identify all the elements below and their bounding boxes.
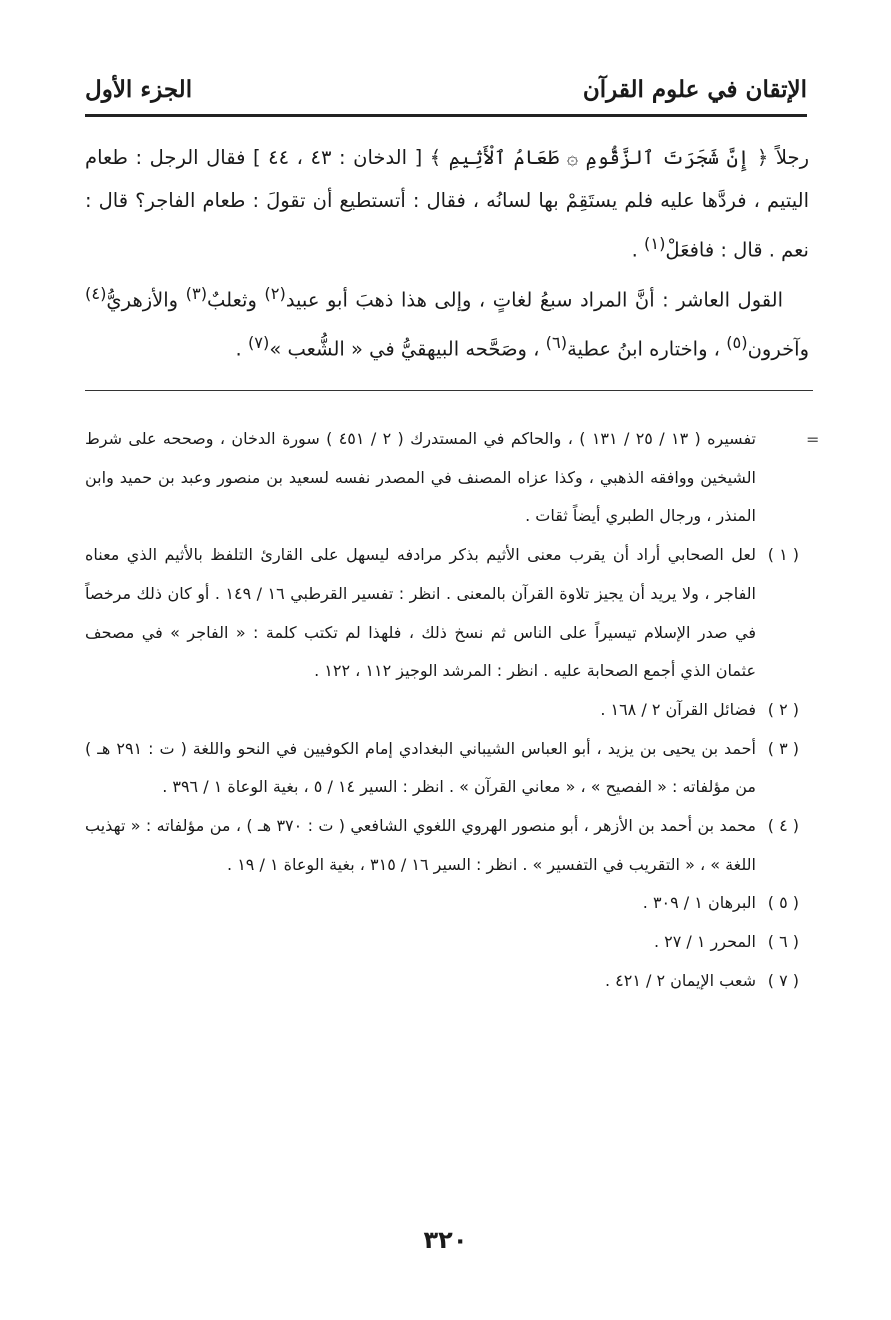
p2-part-b: وثعلبٌ — [207, 288, 265, 311]
footnote-ref-3[interactable]: (٣) — [185, 283, 208, 303]
footnote-3 — [85, 730, 799, 807]
footnote-number: ( ٥ ) — [767, 893, 799, 913]
paragraph-1 — [85, 136, 809, 272]
p2-part-e: ، واختاره ابنُ عطية — [567, 337, 727, 361]
footnote-number: ( ٦ ) — [767, 932, 799, 952]
footnote-text: المحرر ١ / ٢٧ . — [653, 932, 756, 952]
p2-part-c: والأزهريُّ — [106, 288, 186, 311]
footnote-6 — [85, 923, 799, 962]
p1-body: [ الدخان : ٤٣ ، ٤٤ ] فقال الرجل : طعام اليتيم ، فردَّها عليه فلم يستَقِمْ بها لسانُه ، فقال : أتستطيع أن تقولَ : طعام الفاجر؟ قال : نعم . قال : فافعَلْ — [85, 146, 809, 262]
footnote-1 — [85, 536, 799, 691]
p2-part-d: وآخرون — [747, 337, 809, 361]
footnote-number: ( ٢ ) — [767, 699, 799, 719]
footnote-number: ( ٧ ) — [767, 970, 799, 990]
quran-verse: إِنَّ شَجَرَتَ ٱلزَّقُّومِ ۞ طَعَامُ ٱلْأَثِيمِ — [441, 146, 757, 169]
footnote-ref-7[interactable]: (٧) — [247, 333, 270, 352]
ornate-bracket-open-icon: ﴿ — [756, 146, 769, 169]
paragraph-2 — [85, 272, 809, 371]
footnote-text: محمد بن أحمد بن الأزهر ، أبو منصور الهروي اللغوي الشافعي ( ت : ٣٧٠ هـ ) ، من مؤلفاته : « تهذيب اللغة » ، « التقريب في التفسير » . انظر : السير ١٦ / ٣١٥ ، بغية الوعاة ١ / ١٩ . — [85, 816, 757, 874]
footnote-2 — [85, 691, 799, 730]
p2-part-f: ، وصَحَّحه البيهقيُّ في « الشُّعب » — [269, 337, 546, 361]
p1-lead: رجلاً — [768, 146, 809, 169]
footnote-ref-5[interactable]: (٥) — [726, 333, 748, 352]
footnote-4 — [85, 807, 799, 884]
footnote-ref-1[interactable]: (١) — [644, 234, 666, 253]
footnote-separator — [85, 390, 813, 391]
footnote-text: لعل الصحابي أراد أن يقرب معنى الأثيم بذكر مرادفه ليسهل على القارئ التلفظ بالأثيم الذي معناه الفاجر ، ولا يريد أن يجيز تلاوة القرآن بالمعنى . انظر : تفسير القرطبي ١٦ / ١٤٩ . أو كان ذلك مرخصاً في صدر الإسلام تيسيراً على الناس ثم نسخ ذلك ، فلهذا لم تكتب كلمة : « الفاجر » في مصحف عثمان الذي أجمع الصحابة عليه . انظر : المرشد الوجيز ١١٢ ، ١٢٢ . — [85, 545, 756, 681]
footnote-5 — [85, 884, 799, 923]
page-number: ٣٢٠ — [423, 1226, 468, 1254]
footnote-ref-6[interactable]: (٦) — [545, 333, 568, 352]
p2-end: . — [235, 337, 248, 361]
footnote-number: ( ٤ ) — [767, 816, 800, 836]
footnote-text: فضائل القرآن ٢ / ١٦٨ . — [600, 699, 756, 719]
main-text — [85, 136, 809, 371]
footnote-number: ( ٣ ) — [767, 738, 799, 758]
ornate-bracket-close-icon: ﴾ — [429, 146, 442, 169]
book-title: الإتقان في علوم القرآن — [582, 76, 807, 103]
header-rule — [85, 114, 807, 117]
p2-part-a: القول العاشر : أنَّ المراد سبعُ لغاتٍ ، وإلى هذا ذهبَ أبو عبيد — [285, 288, 783, 311]
running-header — [85, 74, 807, 118]
footnote-text: البرهان ١ / ٣٠٩ . — [642, 893, 756, 913]
footnote-ref-4[interactable]: (٤) — [85, 283, 107, 303]
part-label: الجزء الأول — [85, 76, 193, 103]
footnote-text: أحمد بن يحيى بن يزيد ، أبو العباس الشيباني البغدادي إمام الكوفيين في النحو واللغة ( ت : ٢٩١ هـ ) من مؤلفاته : « الفصيح » ، « معاني القرآن » . انظر : السير ١٤ / ٥ ، بغية الوعاة ١ / ٣٩٦ . — [85, 738, 756, 797]
footnote-continuation: تفسيره ( ١٣ / ٢٥ / ١٣١ ) ، والحاكم في المستدرك ( ٢ / ٤٥١ ) سورة الدخان ، وصححه على شرط الشيخين ووافقه الذهبي ، وكذا عزاه المصنف في المصدر نفسه لسعيد بن منصور وعبد بن حميد وابن المنذر ، ورجال الطبري أيضاً ثقات . — [85, 429, 757, 526]
p1-end: . — [631, 238, 644, 262]
footnote-number: ( ١ ) — [767, 545, 799, 565]
footnote-7 — [85, 962, 799, 1001]
footnote-ref-2[interactable]: (٢) — [264, 283, 286, 303]
footnote-text: شعب الإيمان ٢ / ٤٢١ . — [604, 970, 756, 990]
footnotes — [85, 420, 799, 1001]
continuation-mark: = — [806, 430, 820, 449]
